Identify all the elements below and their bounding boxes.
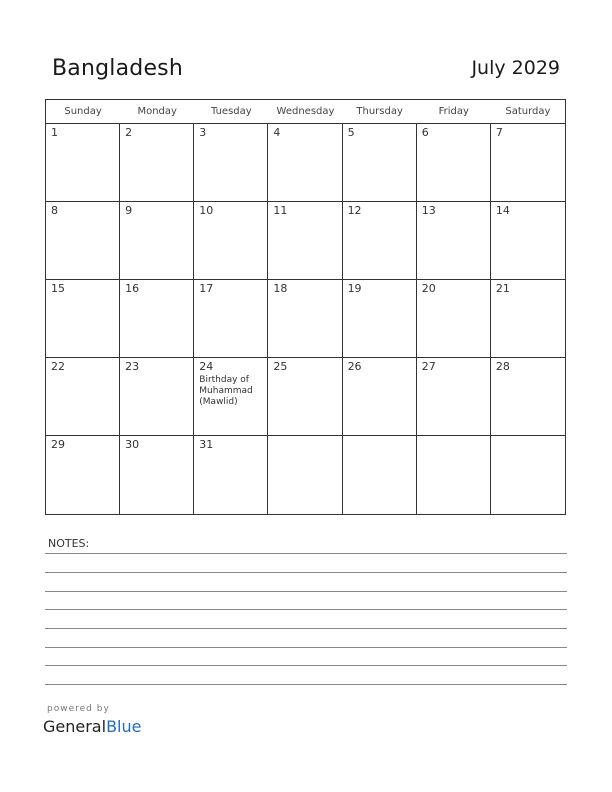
weekday-wednesday: Wednesday [276, 106, 335, 117]
day-number: 18 [273, 282, 288, 295]
day-number: 13 [421, 204, 436, 217]
day-cell [268, 124, 342, 201]
day-number: 8 [51, 204, 58, 217]
day-number: 25 [273, 360, 288, 373]
notes-line [45, 591, 567, 592]
day-number: 22 [51, 360, 65, 373]
week-row [46, 202, 565, 280]
day-cell [491, 436, 565, 514]
day-cell [120, 202, 194, 279]
day-cell [46, 358, 120, 435]
day-cell [417, 280, 491, 357]
day-cell [120, 280, 194, 357]
notes-line [45, 647, 567, 648]
day-cell [194, 202, 268, 279]
day-number: 12 [347, 204, 362, 217]
day-number: 29 [51, 438, 65, 451]
day-number: 19 [347, 282, 362, 295]
day-number: 21 [495, 282, 510, 295]
day-cell [46, 436, 120, 514]
day-cell [491, 124, 565, 201]
week-row [46, 280, 565, 358]
day-cell [120, 436, 194, 514]
weekday-saturday: Saturday [505, 106, 551, 117]
day-cell [268, 358, 342, 435]
brand-logo [43, 717, 141, 736]
day-cell [268, 280, 342, 357]
day-number: 23 [125, 360, 140, 373]
weekday-friday: Friday [438, 106, 469, 117]
brand-blue: Blue [106, 717, 142, 736]
day-cell [417, 436, 491, 514]
day-cell [120, 124, 194, 201]
day-cell [417, 124, 491, 201]
weekday-header [46, 100, 565, 124]
day-cell [343, 436, 417, 514]
day-number: 30 [125, 438, 140, 451]
day-cell [417, 202, 491, 279]
calendar-grid [45, 99, 566, 515]
day-cell [120, 358, 194, 435]
holiday-label: Birthday of Muhammad (Mawlid) [199, 375, 253, 407]
day-number: 24 [199, 360, 214, 373]
day-number: 10 [199, 204, 214, 217]
day-cell [46, 124, 120, 201]
weekday-sunday: Sunday [64, 106, 102, 117]
notes-line [45, 609, 567, 610]
day-number: 31 [199, 438, 214, 451]
notes-line [45, 553, 567, 554]
day-cell [491, 202, 565, 279]
notes-line [45, 665, 567, 666]
weekday-tuesday: Tuesday [211, 106, 252, 117]
day-number: 17 [199, 282, 214, 295]
day-cell [268, 202, 342, 279]
day-cell [417, 358, 491, 435]
month-title: July 2029 [471, 57, 560, 79]
notes-line [45, 684, 567, 685]
day-cell [491, 358, 565, 435]
brand-general: General [43, 717, 107, 736]
day-number: 4 [273, 126, 281, 139]
powered-by-text: powered by [47, 704, 110, 714]
weekday-thursday: Thursday [356, 106, 403, 117]
day-cell [194, 124, 268, 201]
day-cell [491, 280, 565, 357]
day-cell [194, 280, 268, 357]
day-cell [343, 124, 417, 201]
notes-label: NOTES: [48, 537, 90, 550]
day-cell [194, 436, 268, 514]
day-cell [343, 280, 417, 357]
day-number: 11 [273, 204, 288, 217]
day-number: 7 [495, 126, 503, 139]
day-number: 15 [51, 282, 65, 295]
day-number: 5 [347, 126, 355, 139]
week-row [46, 436, 565, 514]
day-number: 2 [125, 126, 133, 139]
weekday-monday: Monday [137, 106, 177, 117]
day-number: 6 [421, 126, 429, 139]
day-cell [343, 358, 417, 435]
day-number: 3 [199, 126, 207, 139]
week-row [46, 358, 565, 436]
day-number: 26 [347, 360, 362, 373]
day-number: 27 [421, 360, 436, 373]
day-number: 20 [421, 282, 436, 295]
week-row [46, 124, 565, 202]
day-cell [194, 358, 268, 435]
notes-line [45, 628, 567, 629]
country-title: Bangladesh [52, 56, 183, 81]
day-number: 9 [125, 204, 133, 217]
notes-line [45, 572, 567, 573]
day-number: 16 [125, 282, 140, 295]
day-number: 1 [51, 126, 58, 139]
day-number: 28 [495, 360, 510, 373]
day-cell [343, 202, 417, 279]
day-cell [46, 202, 120, 279]
day-cell [268, 436, 342, 514]
day-cell [46, 280, 120, 357]
day-number: 14 [495, 204, 510, 217]
